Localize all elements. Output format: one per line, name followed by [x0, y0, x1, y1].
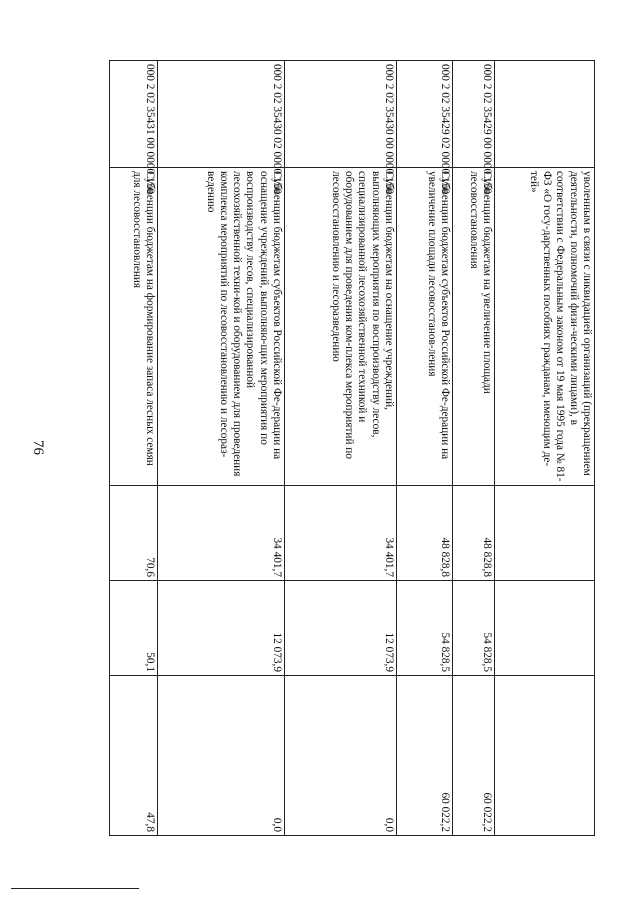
row-value-1: 70,6 [110, 486, 158, 581]
row-value-2: 54 828,5 [453, 581, 495, 676]
row-value-2: 12 073,9 [285, 581, 397, 676]
row-value-2: 54 828,5 [397, 581, 453, 676]
budget-table [109, 60, 595, 836]
row-value-1: 48 828,8 [453, 486, 495, 581]
row-name: Субвенции бюджетам субъектов Российской Фе-дерации на оснащение учреждений, выполняю-щих мероприятия по воспроизводству лесов, специализированной лесохозяйственной техни-кой и оборудованием для проведения комплекса мероприятий по лесовосстановлению и лесораз-ведению [158, 168, 285, 486]
row-value-3 [495, 676, 595, 836]
table-row [453, 61, 495, 836]
row-value-1: 34 401,7 [158, 486, 285, 581]
row-name: Субвенции бюджетам субъектов Российской Фе-дерации на увеличение площади лесовосстанов-ления [397, 168, 453, 486]
table-row [285, 61, 397, 836]
row-value-3: 60 022,2 [397, 676, 453, 836]
row-code: 000 2 02 35430 02 0000 150 [158, 61, 285, 168]
row-code [495, 61, 595, 168]
row-name: Субвенции бюджетам на оснащение учреждений, выполняющих мероприятия по воспроизводству лесов, специализированной лесохозяйственной техникой и оборудованием для проведения ком-плекса мероприятий по лесовосстановлению и лесоразведению [285, 168, 397, 486]
table-row [110, 61, 158, 836]
row-value-3: 47,8 [110, 676, 158, 836]
row-value-3: 0,0 [285, 676, 397, 836]
row-value-2: 50,1 [110, 581, 158, 676]
rotated-table-container [110, 60, 595, 835]
row-name: Субвенции бюджетам на формирование запаса лесных семян для лесовосстановления [110, 168, 158, 486]
row-name: уволенным в связи с ликвидацией организаций (прекращением деятельности, полномочий физи-ческими лицами), в соответствии с Федеральным законом от 19 мая 1995 года № 81-ФЗ «О госу-дарственных пособиях гражданам, имеющим де-тей» [495, 168, 595, 486]
row-value-2: 12 073,9 [158, 581, 285, 676]
row-code: 000 2 02 35429 00 0000 150 [453, 61, 495, 168]
row-value-1: 48 828,8 [397, 486, 453, 581]
row-code: 000 2 02 35430 00 0000 150 [285, 61, 397, 168]
table-row [397, 61, 453, 836]
page-number: 76 [30, 440, 46, 455]
table-row [158, 61, 285, 836]
row-value-3: 60 022,2 [453, 676, 495, 836]
footnote-separator-line [11, 888, 139, 889]
row-value-1: 34 401,7 [285, 486, 397, 581]
row-value-3: 0,0 [158, 676, 285, 836]
row-value-1 [495, 486, 595, 581]
row-name: Субвенции бюджетам на увеличение площади лесовосстановления [453, 168, 495, 486]
table-row [495, 61, 595, 836]
row-code: 000 2 02 35431 00 0000 150 [110, 61, 158, 168]
row-code: 000 2 02 35429 02 0000 150 [397, 61, 453, 168]
row-value-2 [495, 581, 595, 676]
